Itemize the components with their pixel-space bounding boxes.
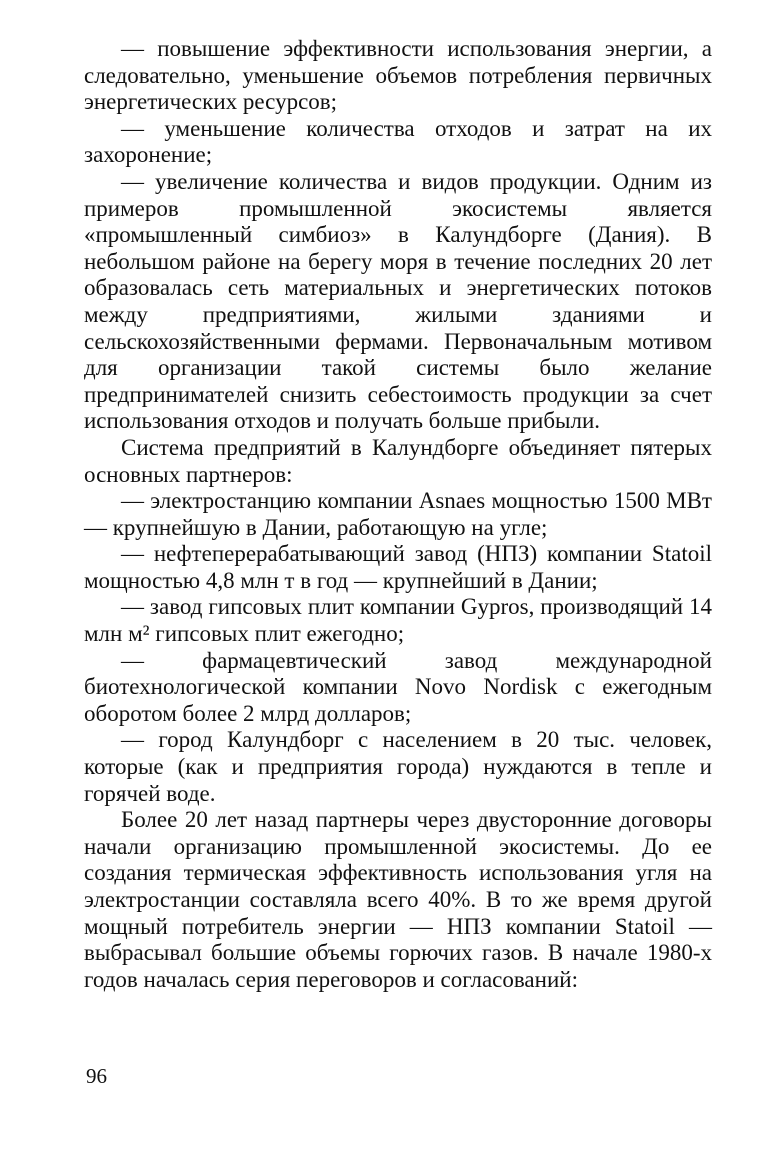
- paragraph-4: Система предприятий в Калундборге объединяет пятерых основных партнеров:: [84, 434, 712, 487]
- page-body: [84, 36, 712, 993]
- paragraph-10: Более 20 лет назад партнеры через двусторонние договоры начали организацию промышленной экосистемы. До ее создания термическая эффективность использования угля на электростанции составляла всего 40%. В то же время другой мощный потребитель энергии — НПЗ компании Statoil — выбрасывал большие объемы горючих газов. В начале 1980-х годов началась серия переговоров и согласований:: [84, 807, 712, 992]
- paragraph-1: — повышение эффективности использования энергии, а следовательно, уменьшение объемов потребления первичных энергетических ресурсов;: [84, 36, 712, 115]
- paragraph-8: — фармацевтический завод международной биотехнологической компании Novo Nordisk с ежегодным оборотом более 2 млрд долларов;: [84, 647, 712, 726]
- page-number: 96: [86, 1064, 107, 1088]
- paragraph-9: — город Калундборг с населением в 20 тыс. человек, которые (как и предприятия города) нуждаются в тепле и горячей воде.: [84, 727, 712, 806]
- paragraph-3: — увеличение количества и видов продукции. Одним из примеров промышленной экосистемы является «промышленный симбиоз» в Калундборге (Дания). В небольшом районе на берегу моря в течение последних 20 лет образовалась сеть материальных и энергетических потоков между предприятиями, жилыми зданиями и сельскохозяйственными фермами. Первоначальным мотивом для организации такой системы было желание предпринимателей снизить себестоимость продукции за счет использования отходов и получать больше прибыли.: [84, 168, 712, 434]
- paragraph-7: — завод гипсовых плит компании Gypros, производящий 14 млн м² гипсовых плит ежегодно;: [84, 594, 712, 647]
- paragraph-2: — уменьшение количества отходов и затрат на их захоронение;: [84, 115, 712, 168]
- paragraph-6: — нефтеперерабатывающий завод (НПЗ) компании Statoil мощностью 4,8 млн т в год — крупнейший в Дании;: [84, 541, 712, 593]
- paragraph-5: — электростанцию компании Asnaes мощностью 1500 МВт — крупнейшую в Дании, работающую на угле;: [84, 488, 712, 540]
